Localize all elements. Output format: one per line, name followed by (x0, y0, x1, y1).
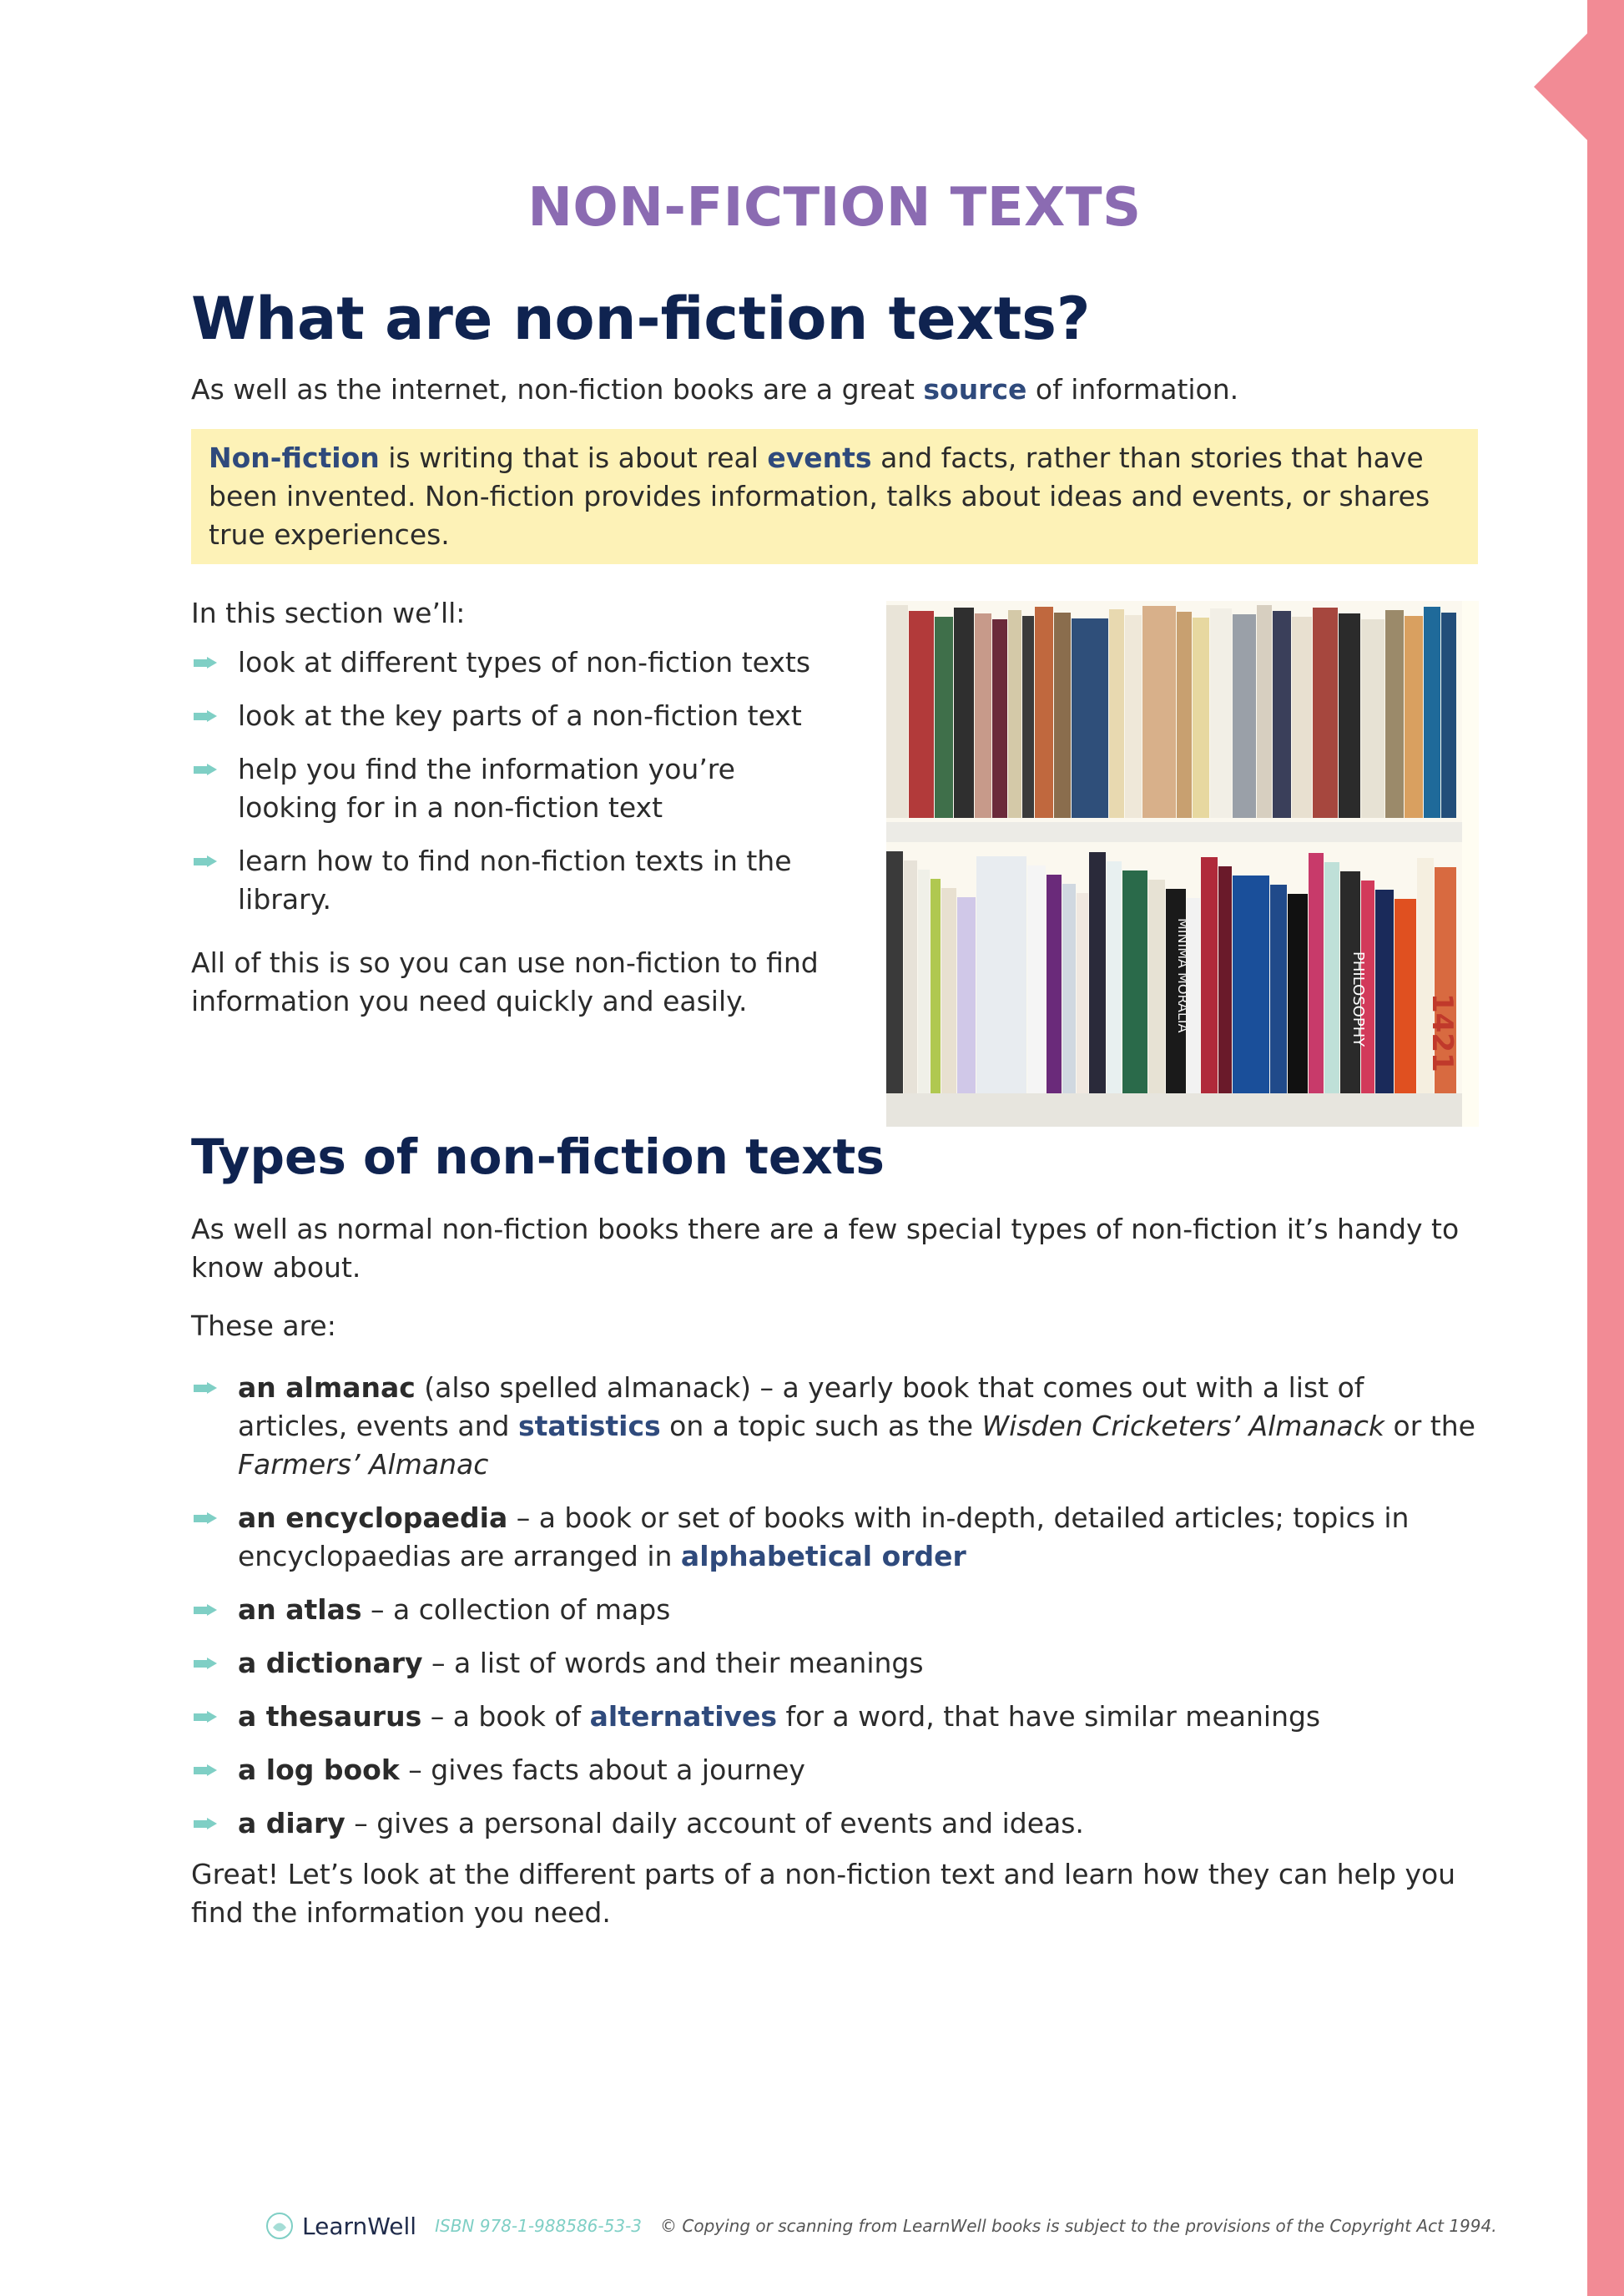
type-term: an encyclopaedia (238, 1501, 508, 1534)
book-spine (1107, 861, 1122, 1093)
definition-text-end: and facts, rather than stories that have been invented. Non-fiction provides information, talks about ideas and events, or shares true experiences. (209, 442, 1430, 551)
shelf-side (1462, 601, 1479, 1127)
book-spine (1089, 852, 1106, 1093)
book-spine (1309, 853, 1324, 1093)
book-spine (1008, 610, 1021, 818)
book-spine (941, 888, 956, 1093)
page-title: What are non-fiction texts? (191, 285, 1091, 353)
types-heading: Types of non-fiction texts (191, 1128, 885, 1185)
list-item-text: help you find the information you’re looking for in a non-fiction text (238, 753, 735, 824)
arrow-bullet-icon (194, 1382, 219, 1394)
page-edge-tab (1534, 33, 1587, 140)
book-title: Wisden Cricketers’ Almanack (981, 1410, 1385, 1442)
type-item-diary (191, 1804, 1478, 1843)
type-term: a dictionary (238, 1647, 423, 1679)
type-term: a log book (238, 1754, 400, 1786)
shelf-board-bottom (886, 1093, 1462, 1127)
lead-text-end: of information. (1026, 373, 1239, 406)
arrow-bullet-icon (194, 855, 219, 867)
book-spine (1424, 607, 1440, 818)
type-desc: (also spelled almanack) – a yearly book that comes out with a list of articles, events and (238, 1371, 1364, 1442)
type-item-log-book (191, 1751, 1478, 1789)
types-lead-in: These are: (191, 1309, 336, 1342)
book-spine (1385, 610, 1404, 818)
book-spine (1177, 612, 1192, 818)
book-spine (1193, 618, 1209, 818)
section-summary: All of this is so you can use non-fiction to find information you need quickly and easily. (191, 946, 819, 1017)
book-spine (1122, 870, 1147, 1093)
book-spine (1125, 615, 1142, 818)
list-item-text: look at different types of non-fiction texts (238, 646, 811, 679)
book-spine (975, 613, 991, 818)
type-desc: for a word, that have similar meanings (777, 1700, 1321, 1733)
book-spine (1405, 616, 1423, 818)
arrow-bullet-icon (194, 1818, 219, 1829)
list-item (191, 842, 825, 919)
book-spine (1395, 899, 1416, 1093)
type-term: an atlas (238, 1593, 362, 1626)
book-spine (1148, 880, 1165, 1093)
book-spine (1142, 606, 1176, 818)
book-title: Farmers’ Almanac (238, 1448, 489, 1481)
arrow-bullet-icon (194, 1512, 219, 1524)
book-spine (1054, 613, 1071, 818)
closing-paragraph: Great! Let’s look at the different parts of a non-fiction text and learn how they can help you find the information you need. (191, 1858, 1456, 1929)
page-edge-strip (1587, 0, 1624, 2296)
glossary-term-alphabetical-order[interactable]: alphabetical order (680, 1540, 966, 1572)
book-spine (1077, 893, 1088, 1093)
book-spine (954, 608, 974, 818)
type-item-thesaurus (191, 1698, 1478, 1736)
type-desc: or the (1384, 1410, 1475, 1442)
book-spine (1062, 884, 1076, 1093)
book-spine (1361, 619, 1384, 818)
glossary-term-statistics[interactable]: statistics (517, 1410, 661, 1442)
list-item-text: look at the key parts of a non-fiction text (238, 699, 802, 732)
lead-text: As well as the internet, non-fiction books are a great (191, 373, 924, 406)
book-spine (1233, 876, 1269, 1093)
page-footer (265, 2209, 1497, 2243)
arrow-bullet-icon (194, 1658, 219, 1669)
book-spine (1292, 617, 1312, 818)
book-spine-label: MINIMA MORALIA (1175, 918, 1191, 1033)
lead-paragraph (191, 371, 1478, 409)
book-spine (918, 870, 930, 1093)
book-spine (931, 879, 941, 1093)
type-desc: – a list of words and their meanings (422, 1647, 924, 1679)
glossary-term-source[interactable]: source (923, 373, 1027, 406)
book-spine (1047, 875, 1062, 1093)
book-spine (886, 851, 903, 1093)
book-spine (909, 611, 934, 818)
book-spine (1270, 885, 1287, 1093)
book-spine (1324, 862, 1339, 1093)
list-item (191, 750, 825, 827)
type-item-atlas (191, 1591, 1478, 1629)
book-spine (1233, 614, 1256, 818)
glossary-term-events[interactable]: events (767, 442, 872, 474)
list-item (191, 697, 825, 735)
arrow-bullet-icon (194, 657, 219, 669)
type-desc: – a book or set of books with in-depth, detailed articles; topics in encyclopaedias are arranged in (238, 1501, 1410, 1572)
type-item-almanac (191, 1369, 1478, 1484)
book-spine (1375, 890, 1394, 1093)
definition-text: is writing that is about real (379, 442, 768, 474)
type-item-dictionary (191, 1644, 1478, 1683)
glossary-term-alternatives[interactable]: alternatives (589, 1700, 778, 1733)
section-intro: In this section we’ll: (191, 597, 466, 629)
brand-name: LearnWell (302, 2212, 417, 2240)
book-spine (1072, 618, 1108, 818)
book-spine-label: PHILOSOPHY (1349, 951, 1367, 1047)
list-item (191, 643, 825, 682)
arrow-bullet-icon (194, 1764, 219, 1776)
type-desc: – a book of (421, 1700, 590, 1733)
shelf-board (886, 822, 1462, 842)
learnwell-logo-icon (265, 2212, 294, 2240)
section-goals-list (191, 643, 825, 934)
book-spine (1218, 866, 1232, 1093)
learnwell-logo (265, 2212, 416, 2240)
book-spine-label: 1421 (1425, 993, 1459, 1072)
type-item-encyclopaedia (191, 1499, 1478, 1576)
glossary-term-non-fiction[interactable]: Non-fiction (209, 442, 380, 474)
copyright-text: © Copying or scanning from LearnWell books is subject to the provisions of the Copyright Act 1994. (660, 2216, 1497, 2236)
book-spine (1022, 616, 1034, 818)
arrow-bullet-icon (194, 710, 219, 722)
isbn-text: ISBN 978-1-988586-53-3 (435, 2216, 643, 2236)
type-desc: – a collection of maps (361, 1593, 671, 1626)
book-spine (976, 856, 1026, 1093)
book-spine (1339, 613, 1360, 818)
book-spine (992, 619, 1007, 818)
arrow-bullet-icon (194, 1711, 219, 1723)
book-spine (1035, 607, 1053, 818)
type-desc: on a topic such as the (660, 1410, 982, 1442)
type-desc: – gives a personal daily account of events and ideas. (345, 1807, 1084, 1839)
book-spine (1273, 611, 1291, 818)
section-kicker: NON-FICTION TEXTS (527, 177, 1142, 239)
type-term: a diary (238, 1807, 345, 1839)
list-item-text: learn how to find non-fiction texts in the library. (238, 845, 792, 916)
types-list (191, 1369, 1478, 1858)
book-spine (1441, 613, 1456, 818)
arrow-bullet-icon (194, 764, 219, 775)
type-term: an almanac (238, 1371, 416, 1404)
types-intro: As well as normal non-fiction books there are a few special types of non-fiction it’s handy to know about. (191, 1213, 1460, 1284)
definition-box (191, 429, 1478, 564)
bookshelf-photo (886, 601, 1479, 1127)
book-spine (886, 605, 908, 818)
type-desc: – gives facts about a journey (399, 1754, 805, 1786)
book-spine (1201, 857, 1218, 1093)
book-spine (1210, 608, 1232, 818)
book-spine (935, 617, 953, 818)
type-term: a thesaurus (238, 1700, 422, 1733)
book-spine (1109, 609, 1124, 818)
book-spine (1313, 608, 1338, 818)
book-spine (957, 897, 976, 1093)
book-spine (904, 860, 917, 1093)
book-spine (1027, 865, 1046, 1093)
bookshelf-illustration (886, 601, 1479, 1127)
book-spine (1257, 605, 1272, 818)
arrow-bullet-icon (194, 1604, 219, 1616)
book-spine (1288, 894, 1308, 1093)
